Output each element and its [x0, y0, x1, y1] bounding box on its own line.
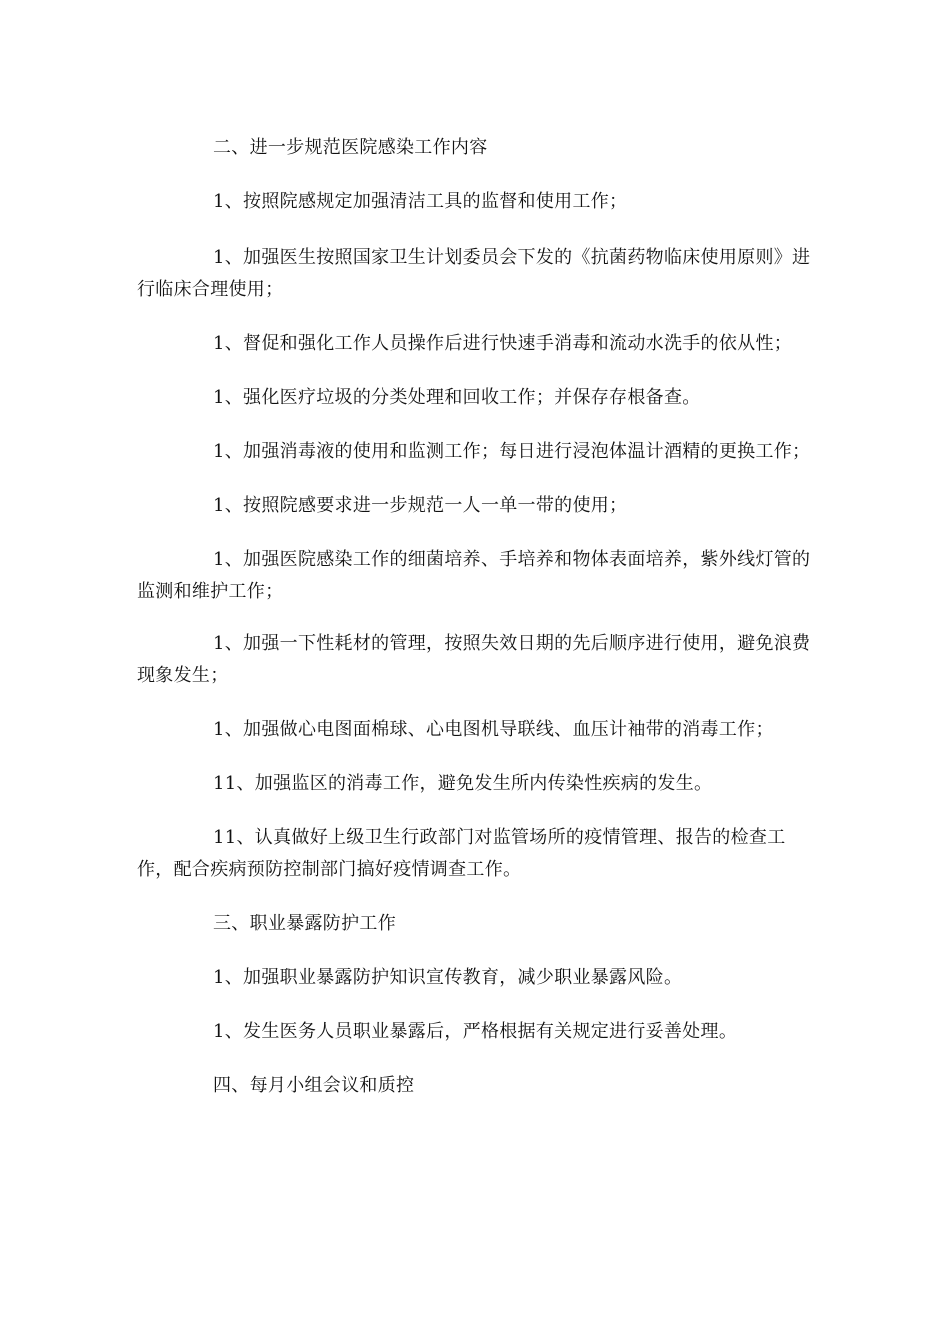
- paragraph: 1、加强做心电图面棉球、心电图机导联线、血压计袖带的消毒工作；: [213, 719, 774, 740]
- section-heading: 三、职业暴露防护工作: [213, 913, 396, 934]
- paragraph: 1、加强医生按照国家卫生计划委员会下发的《抗菌药物临床使用原则》进行临床合理使用；: [137, 247, 811, 300]
- paragraph: 1、发生医务人员职业暴露后，严格根据有关规定进行妥善处理。: [213, 1021, 738, 1042]
- paragraph: 1、督促和强化工作人员操作后进行快速手消毒和流动水洗手的依从性；: [213, 333, 793, 354]
- document-body: [137, 132, 813, 1102]
- paragraph: 1、加强职业暴露防护知识宣传教育，减少职业暴露风险。: [213, 967, 683, 988]
- paragraph: 1、加强消毒液的使用和监测工作；每日进行浸泡体温计酒精的更换工作；: [213, 441, 811, 462]
- section-heading: 二、进一步规范医院感染工作内容: [213, 137, 488, 158]
- paragraph: 11、加强监区的消毒工作，避免发生所内传染性疾病的发生。: [213, 773, 713, 794]
- paragraph: 1、按照院感规定加强清洁工具的监督和使用工作；: [213, 191, 628, 212]
- paragraph: 1、加强医院感染工作的细菌培养、手培养和物体表面培养，紫外线灯管的监测和维护工作；: [137, 549, 811, 602]
- paragraph: 11、认真做好上级卫生行政部门对监管场所的疫情管理、报告的检查工作，配合疾病预防控制部门搞好疫情调查工作。: [137, 827, 786, 880]
- paragraph: 1、按照院感要求进一步规范一人一单一带的使用；: [213, 495, 628, 516]
- paragraph: 1、加强一下性耗材的管理，按照失效日期的先后顺序进行使用，避免浪费现象发生；: [137, 633, 811, 686]
- section-heading: 四、每月小组会议和质控: [213, 1075, 415, 1096]
- paragraph: 1、强化医疗垃圾的分类处理和回收工作；并保存存根备查。: [213, 387, 701, 408]
